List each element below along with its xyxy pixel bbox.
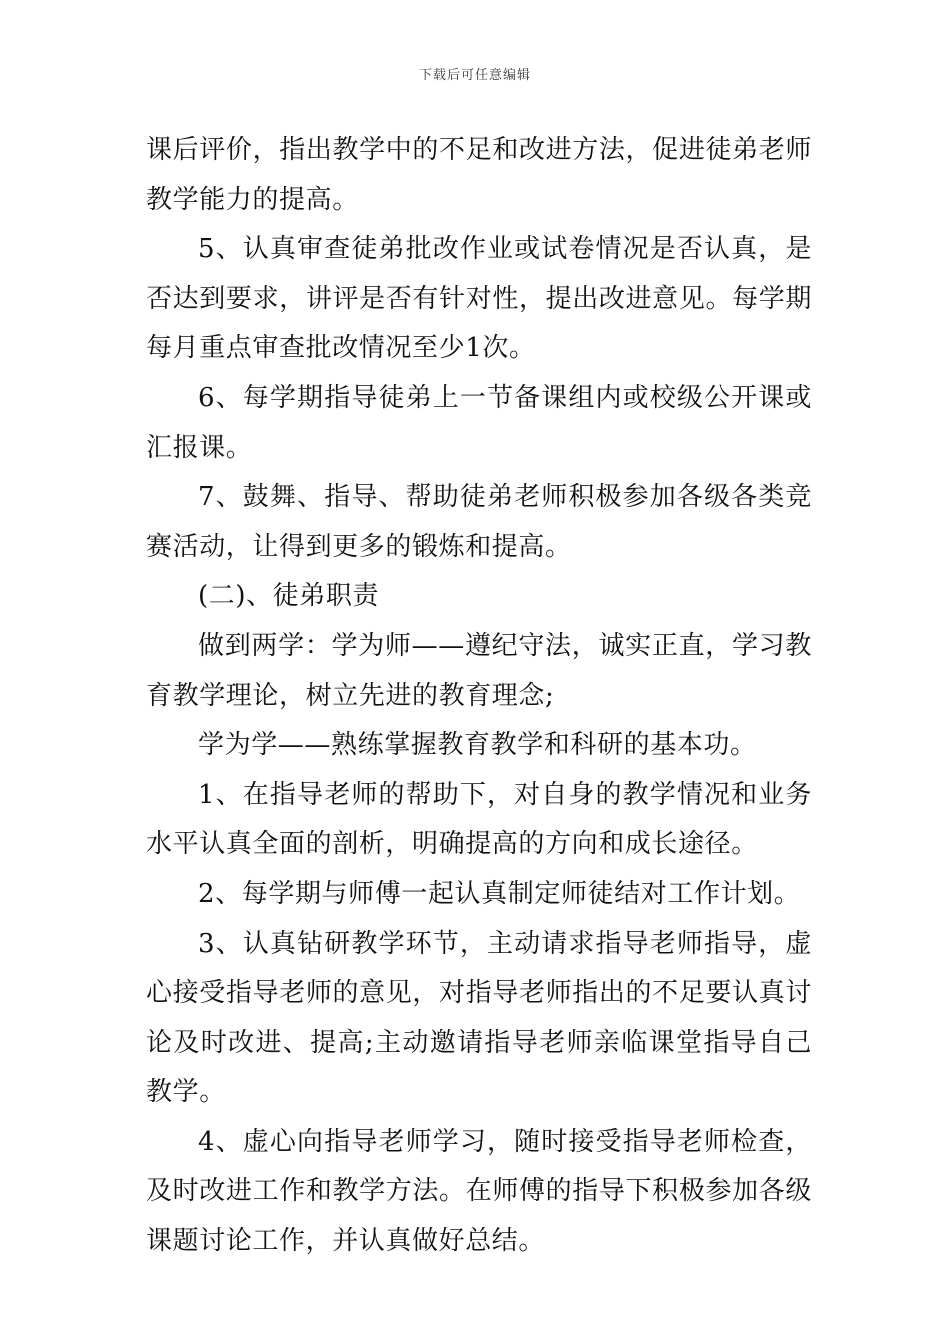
page-header-note: 下载后可任意编辑 xyxy=(418,68,531,83)
paragraph-two-learnings: 做到两学：学为师——遵纪守法，诚实正直，学习教育教学理论，树立先进的教育理念; xyxy=(146,630,812,711)
paragraph-duty-4: 4、虚心向指导老师学习，随时接受指导老师检查，及时改进工作和教学方法。在师傅的指导下积极参加各级课题讨论工作，并认真做好总结。 xyxy=(146,1126,812,1257)
paragraph-duty-3: 3、认真钻研教学环节，主动请求指导老师指导，虚心接受指导老师的意见，对指导老师指出的不足要认真讨论及时改进、提高;主动邀请指导老师亲临课堂指导自己教学。 xyxy=(146,928,812,1108)
paragraph-duty-1: 1、在指导老师的帮助下，对自身的教学情况和业务水平认真全面的剖析，明确提高的方向和成长途径。 xyxy=(146,779,812,860)
paragraph-item-6: 6、每学期指导徒弟上一节备课组内或校级公开课或汇报课。 xyxy=(146,382,812,463)
paragraph-duty-2: 2、每学期与师傅一起认真制定师徒结对工作计划。 xyxy=(198,878,801,909)
paragraph-continuation: 课后评价，指出教学中的不足和改进方法，促进徒弟老师教学能力的提高。 xyxy=(146,135,812,215)
paragraph-item-7: 7、鼓舞、指导、帮助徒弟老师积极参加各级各类竞赛活动，让得到更多的锻炼和提高。 xyxy=(146,482,812,562)
document-body xyxy=(146,126,812,1267)
paragraph-item-5: 5、认真审查徒弟批改作业或试卷情况是否认真，是否达到要求，讲评是否有针对性，提出改进意见。每学期每月重点审查批改情况至少1次。 xyxy=(146,234,812,364)
section-heading-apprentice-duties: (二)、徒弟职责 xyxy=(198,581,380,612)
paragraph-learn-as-student: 学为学——熟练掌握教育教学和科研的基本功。 xyxy=(198,730,757,761)
